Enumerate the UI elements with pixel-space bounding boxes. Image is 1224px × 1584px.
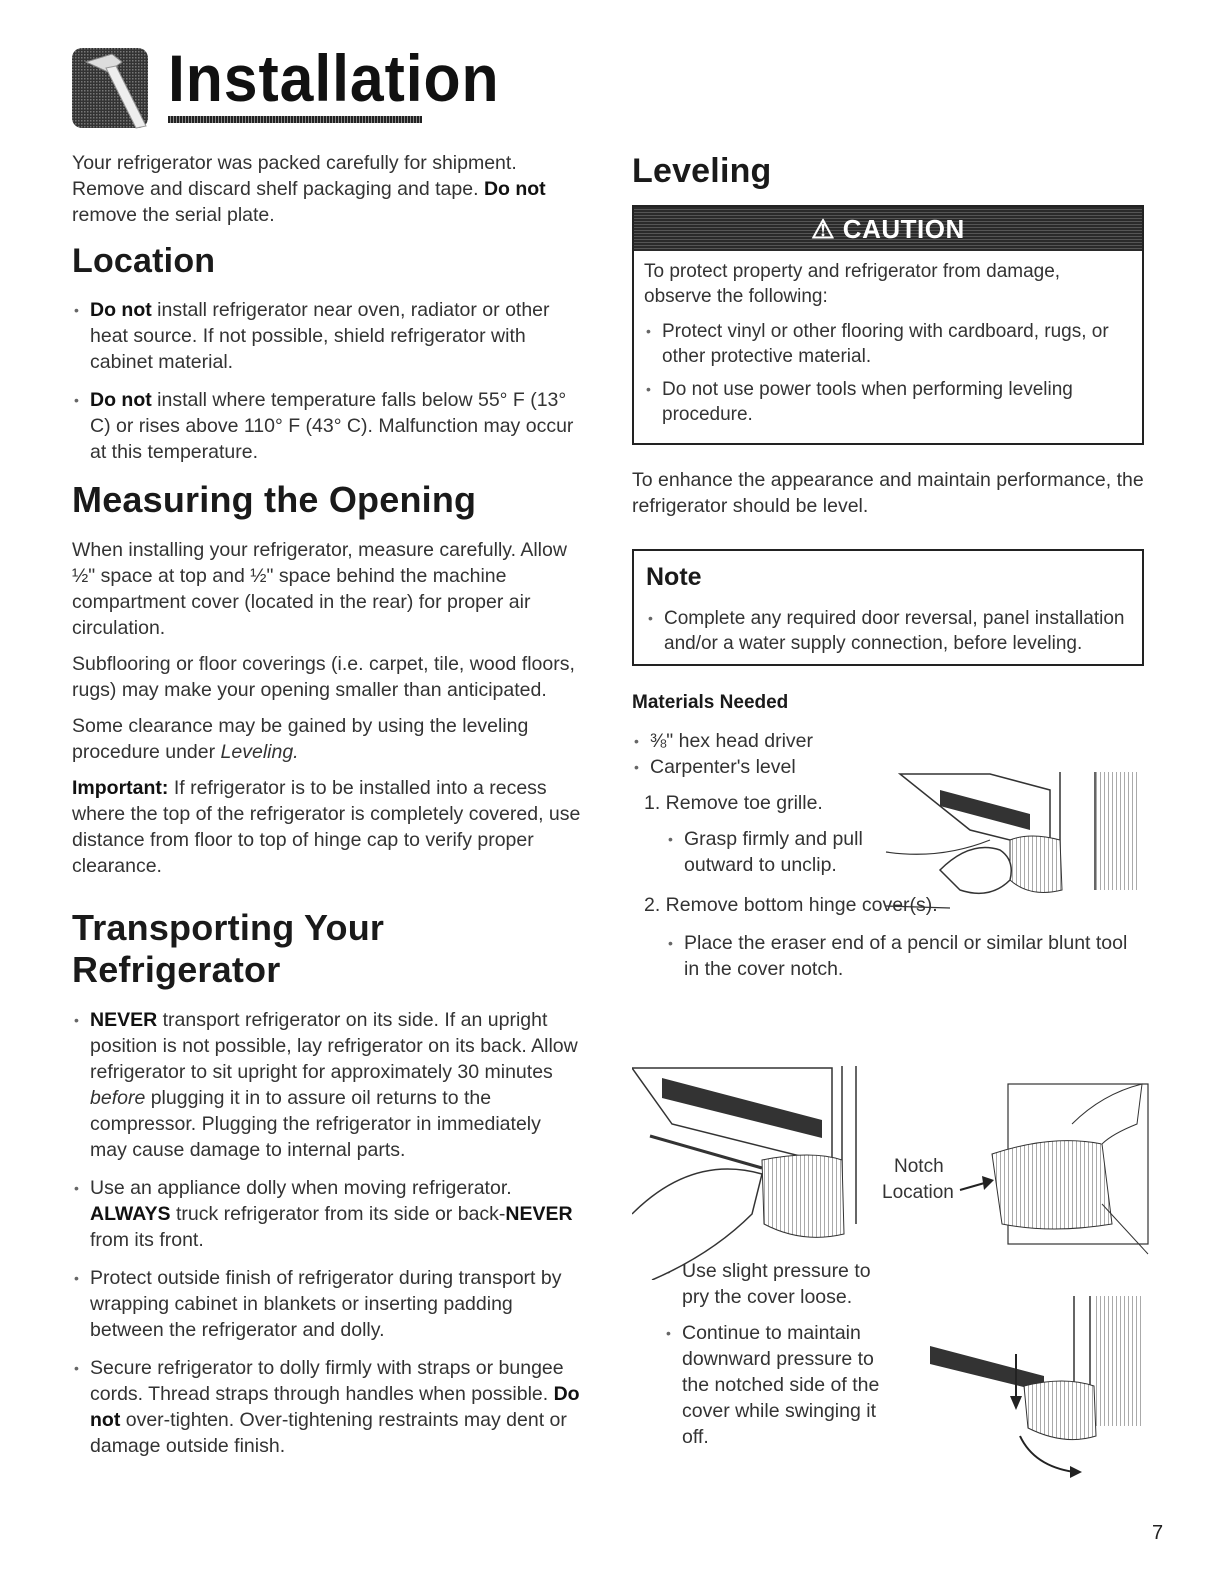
- transporting-heading: Transporting Your Refrigerator: [72, 907, 385, 990]
- page-number: 7: [1152, 1522, 1164, 1544]
- leveling-heading: Leveling: [632, 152, 772, 190]
- list-item: • Secure refrigerator to dolly firmly with straps or bungee cords. Thread straps through handles when possible. Do not over-tighten. Over-tightening restraints may dent or damage outside finish.: [72, 1355, 582, 1459]
- hinge-cover-removal-illustration: [924, 1296, 1148, 1486]
- measuring-p2: Subflooring or floor coverings (i.e. carpet, tile, wood floors, rugs) may make your opening smaller than anticipated.: [72, 653, 575, 701]
- measuring-heading: Measuring the Opening: [72, 479, 477, 520]
- list-item: • Continue to maintain downward pressure to the notched side of the cover while swinging it off.: [664, 1320, 894, 1450]
- toe-grille-illustration: [880, 770, 1144, 920]
- list-item: • Grasp firmly and pull outward to unclip.: [666, 826, 866, 878]
- left-column: [72, 150, 582, 1471]
- step-1: 1. Remove toe grille.: [644, 792, 823, 814]
- note-box: [632, 549, 1144, 666]
- page-title: Installation: [168, 41, 500, 115]
- list-item: • Protect vinyl or other flooring with cardboard, rugs, or other protective material.: [644, 319, 1132, 369]
- caution-list: [644, 319, 1132, 427]
- list-item: • Do not use power tools when performing leveling procedure.: [644, 377, 1132, 427]
- leveling-p1: To enhance the appearance and maintain performance, the refrigerator should be level.: [632, 469, 1144, 517]
- hinge-cover-notch-illustration: [632, 1064, 1152, 1280]
- location-heading: Location: [72, 242, 216, 280]
- list-item: • Carpenter's level: [632, 754, 1144, 780]
- materials-heading: Materials Needed: [632, 692, 789, 713]
- step-2-sub: [666, 930, 1136, 982]
- step-1-sub: [666, 826, 866, 878]
- location-list: [72, 297, 582, 465]
- list-item: • ⅜" hex head driver: [632, 728, 1144, 754]
- list-item: • Use an appliance dolly when moving refrigerator. ALWAYS truck refrigerator from its side or back-NEVER from its front.: [72, 1175, 582, 1253]
- intro-paragraph: Your refrigerator was packed carefully for shipment. Remove and discard shelf packaging and tape. Do not remove the serial plate.: [72, 152, 546, 226]
- warning-icon: ⚠: [811, 214, 843, 244]
- list-item: • Do not install where temperature falls below 55° F (13° C) or rises above 110° F (43° C). Malfunction may occur at this temperature.: [72, 387, 582, 465]
- caution-box: [632, 205, 1144, 445]
- measuring-p1: When installing your refrigerator, measure carefully. Allow ½" space at top and ½" space behind the machine compartment cover (located in the rear) for proper air circulation.: [72, 539, 567, 639]
- measuring-important: Important: If refrigerator is to be installed into a recess where the top of the refrigerator is completely covered, use distance from floor to top of hinge cap to verify proper clearance.: [72, 777, 581, 877]
- note-title: Note: [646, 563, 702, 591]
- transporting-list: [72, 1007, 582, 1459]
- list-item: • Use slight pressure to pry the cover loose.: [664, 1258, 894, 1310]
- notch-label-line1: Notch: [894, 1156, 944, 1177]
- step-2-sub-2: [664, 1258, 894, 1450]
- title-underline: [168, 116, 422, 123]
- caution-intro: To protect property and refrigerator from damage, observe the following:: [644, 261, 1061, 307]
- notch-label-line2: Location: [882, 1182, 954, 1203]
- list-item: • Protect outside finish of refrigerator during transport by wrapping cabinet in blankets or inserting padding between the refrigerator and dolly.: [72, 1265, 582, 1343]
- list-item: • Place the eraser end of a pencil or similar blunt tool in the cover notch.: [666, 930, 1136, 982]
- step-2: 2. Remove bottom hinge cover(s).: [644, 894, 938, 916]
- list-item: • Do not install refrigerator near oven, radiator or other heat source. If not possible, shield refrigerator with cabinet material.: [72, 297, 582, 375]
- caution-banner: ⚠ CAUTION: [634, 207, 1142, 251]
- measuring-p3: Some clearance may be gained by using the leveling procedure under Leveling.: [72, 715, 529, 763]
- note-list: [646, 606, 1130, 656]
- hammer-icon: [72, 42, 152, 130]
- list-item: • Complete any required door reversal, panel installation and/or a water supply connection, before leveling.: [646, 606, 1130, 656]
- list-item: • NEVER transport refrigerator on its side. If an upright position is not possible, lay refrigerator on its back. Allow refrigerator to sit upright for approximately 30 minutes before plugging it in to assure oil returns to the compressor. Plugging the refrigerator in immediately may cause damage to internal parts.: [72, 1007, 582, 1163]
